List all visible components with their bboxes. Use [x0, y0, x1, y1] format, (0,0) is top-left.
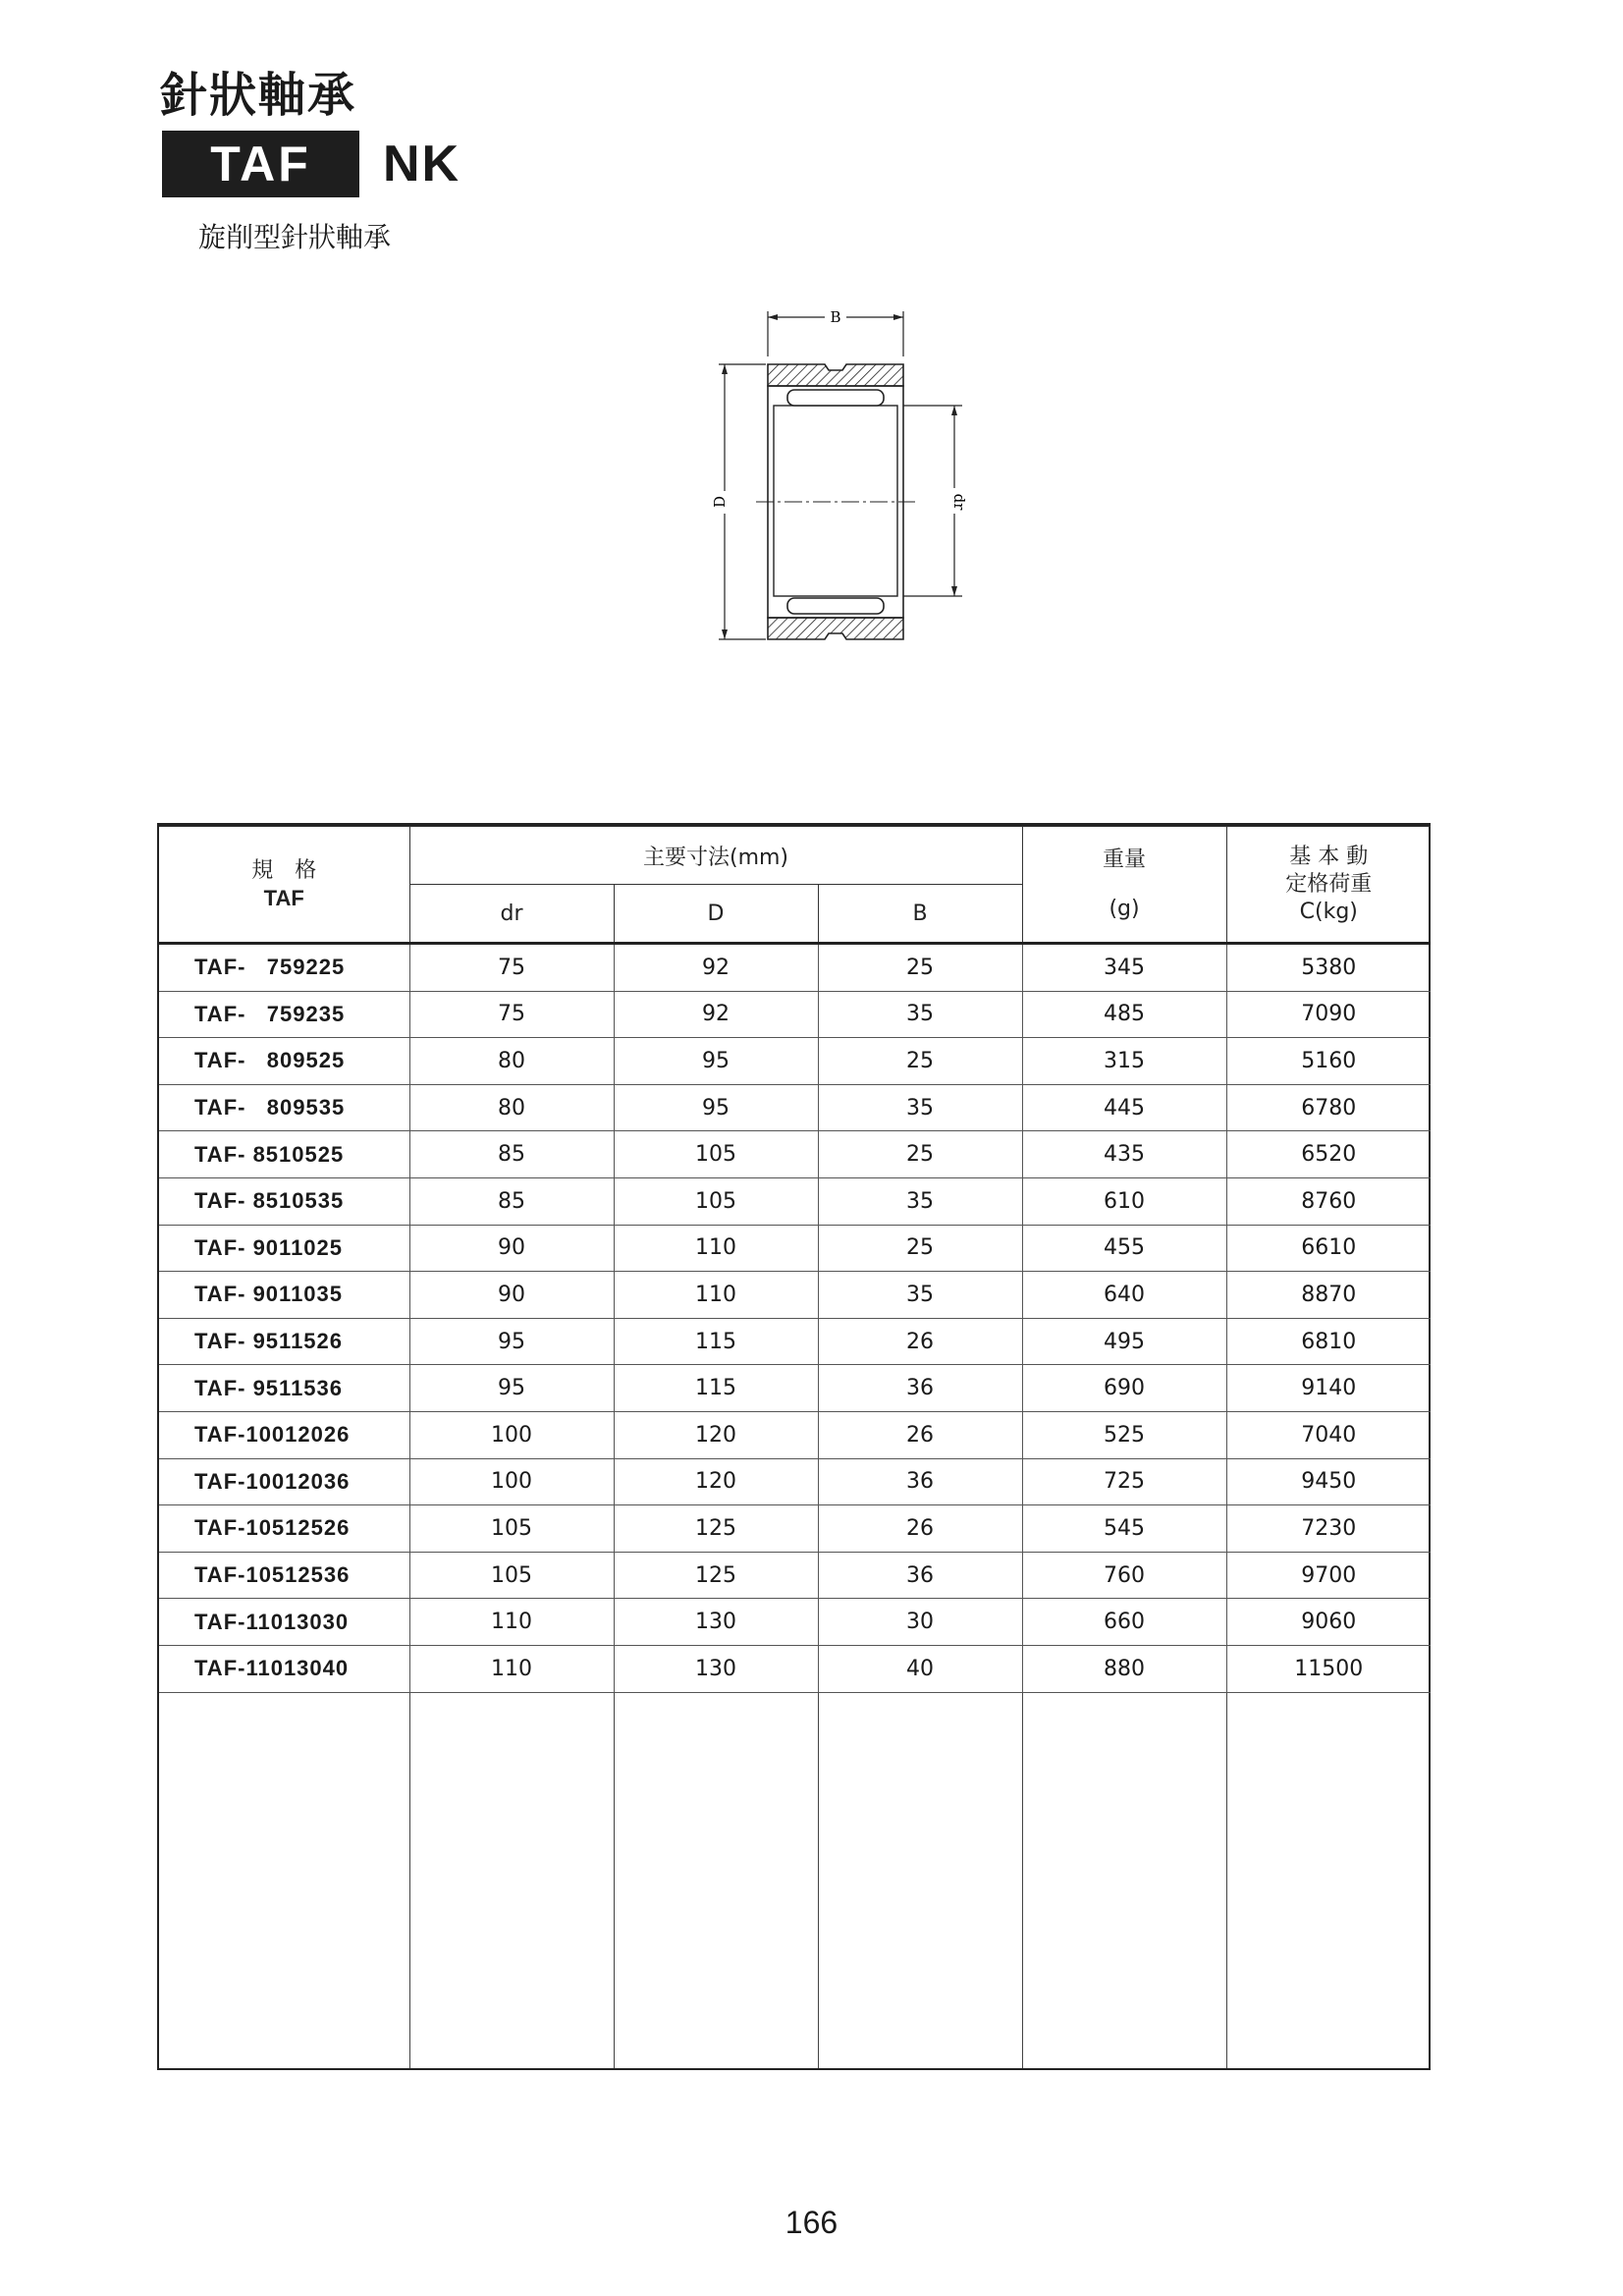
label-b: B — [830, 308, 841, 326]
table-row — [159, 1038, 1431, 1085]
cell-model: TAF-10512536 — [159, 1552, 409, 1599]
cell-weight: 725 — [1022, 1458, 1226, 1505]
bearing-cross-section-diagram — [707, 300, 982, 653]
cell-load: 7230 — [1226, 1505, 1431, 1553]
cell-d: 95 — [614, 1084, 818, 1131]
page-subtitle: 旋削型針狀軸承 — [198, 221, 392, 253]
dimension-dr — [903, 406, 968, 596]
series-badge: TAF — [162, 131, 359, 197]
cell-dr: 110 — [409, 1599, 614, 1646]
label-d: D — [711, 495, 729, 509]
series-suffix: NK — [383, 136, 461, 192]
cell-weight: 315 — [1022, 1038, 1226, 1085]
header-d: D — [614, 885, 818, 944]
cell-dr: 90 — [409, 1272, 614, 1319]
cell-load: 9060 — [1226, 1599, 1431, 1646]
cell-weight: 880 — [1022, 1645, 1226, 1692]
cell-load: 9700 — [1226, 1552, 1431, 1599]
cell-d: 115 — [614, 1318, 818, 1365]
cell-model: TAF- 809525 — [159, 1038, 409, 1085]
table-row — [159, 944, 1431, 992]
cell-weight: 545 — [1022, 1505, 1226, 1553]
table-row — [159, 1645, 1431, 1692]
cell-dr: 105 — [409, 1505, 614, 1553]
table-row — [159, 1599, 1431, 1646]
cell-load: 6810 — [1226, 1318, 1431, 1365]
label-dr: dr — [950, 493, 968, 511]
cell-b: 36 — [818, 1365, 1022, 1412]
cell-dr: 95 — [409, 1318, 614, 1365]
cell-b: 35 — [818, 991, 1022, 1038]
cell-weight: 525 — [1022, 1411, 1226, 1458]
cell-load: 6780 — [1226, 1084, 1431, 1131]
cell-d: 92 — [614, 991, 818, 1038]
cell-b: 35 — [818, 1272, 1022, 1319]
cell-model: TAF- 9011035 — [159, 1272, 409, 1319]
cell-model: TAF-11013030 — [159, 1599, 409, 1646]
cell-d: 125 — [614, 1505, 818, 1553]
cell-weight: 690 — [1022, 1365, 1226, 1412]
header-load-rating: 基 本 動 定格荷重 C(kg) — [1226, 827, 1431, 944]
cell-model: TAF-10012036 — [159, 1458, 409, 1505]
needle-roller-bottom — [787, 598, 884, 614]
cell-load: 8760 — [1226, 1177, 1431, 1225]
cell-d: 130 — [614, 1645, 818, 1692]
dimension-b — [768, 308, 903, 356]
cell-weight: 485 — [1022, 991, 1226, 1038]
cell-d: 110 — [614, 1272, 818, 1319]
cell-b: 36 — [818, 1552, 1022, 1599]
page-title: 針狀軸承 — [160, 68, 357, 123]
outer-ring-top — [768, 364, 903, 386]
cell-load: 5160 — [1226, 1038, 1431, 1085]
cell-b: 26 — [818, 1318, 1022, 1365]
cell-b: 25 — [818, 1038, 1022, 1085]
cell-load: 7040 — [1226, 1411, 1431, 1458]
cell-load: 8870 — [1226, 1272, 1431, 1319]
header-main-dimensions: 主要寸法(mm) — [409, 827, 1022, 885]
bearing-bore — [774, 406, 897, 596]
header-model: 規 格 TAF — [159, 827, 409, 944]
cell-weight: 760 — [1022, 1552, 1226, 1599]
cell-weight: 455 — [1022, 1225, 1226, 1272]
table-row — [159, 1552, 1431, 1599]
cell-dr: 80 — [409, 1084, 614, 1131]
cell-d: 120 — [614, 1411, 818, 1458]
table-row — [159, 1177, 1431, 1225]
cell-weight: 640 — [1022, 1272, 1226, 1319]
spec-table — [157, 823, 1431, 2070]
cell-model: TAF- 9511536 — [159, 1365, 409, 1412]
table-row — [159, 1084, 1431, 1131]
page-number: 166 — [784, 2205, 839, 2240]
cell-load: 6520 — [1226, 1131, 1431, 1178]
cell-dr: 105 — [409, 1552, 614, 1599]
outer-ring-bottom — [768, 618, 903, 639]
cell-dr: 75 — [409, 991, 614, 1038]
cell-b: 40 — [818, 1645, 1022, 1692]
cell-load: 5380 — [1226, 944, 1431, 992]
cell-dr: 110 — [409, 1645, 614, 1692]
cell-dr: 100 — [409, 1411, 614, 1458]
cell-weight: 435 — [1022, 1131, 1226, 1178]
header-dr: dr — [409, 885, 614, 944]
cell-weight: 660 — [1022, 1599, 1226, 1646]
cell-b: 35 — [818, 1177, 1022, 1225]
cell-dr: 85 — [409, 1177, 614, 1225]
cell-d: 105 — [614, 1177, 818, 1225]
cell-model: TAF- 9011025 — [159, 1225, 409, 1272]
cell-model: TAF-11013040 — [159, 1645, 409, 1692]
table-row — [159, 1458, 1431, 1505]
cell-b: 25 — [818, 1131, 1022, 1178]
cell-b: 26 — [818, 1505, 1022, 1553]
cell-dr: 75 — [409, 944, 614, 992]
table-row — [159, 1318, 1431, 1365]
cell-load: 7090 — [1226, 991, 1431, 1038]
cell-b: 25 — [818, 1225, 1022, 1272]
cell-weight: 345 — [1022, 944, 1226, 992]
cell-model: TAF- 759235 — [159, 991, 409, 1038]
cell-b: 30 — [818, 1599, 1022, 1646]
cell-load: 9450 — [1226, 1458, 1431, 1505]
cell-dr: 95 — [409, 1365, 614, 1412]
cell-d: 125 — [614, 1552, 818, 1599]
cell-d: 110 — [614, 1225, 818, 1272]
cell-b: 35 — [818, 1084, 1022, 1131]
cell-dr: 80 — [409, 1038, 614, 1085]
cell-load: 9140 — [1226, 1365, 1431, 1412]
cell-b: 25 — [818, 944, 1022, 992]
cell-model: TAF- 8510525 — [159, 1131, 409, 1178]
table-row — [159, 1225, 1431, 1272]
needle-roller-top — [787, 390, 884, 406]
cell-model: TAF- 8510535 — [159, 1177, 409, 1225]
table-row — [159, 1365, 1431, 1412]
cell-load: 6610 — [1226, 1225, 1431, 1272]
cell-dr: 90 — [409, 1225, 614, 1272]
cell-d: 95 — [614, 1038, 818, 1085]
cell-model: TAF- 759225 — [159, 944, 409, 992]
cell-model: TAF- 9511526 — [159, 1318, 409, 1365]
empty-table-area — [159, 1693, 1429, 2068]
cell-model: TAF-10012026 — [159, 1411, 409, 1458]
table-row — [159, 1505, 1431, 1553]
header-b: B — [818, 885, 1022, 944]
table-row — [159, 1272, 1431, 1319]
cell-model: TAF- 809535 — [159, 1084, 409, 1131]
cell-d: 120 — [614, 1458, 818, 1505]
cell-dr: 100 — [409, 1458, 614, 1505]
table-row — [159, 991, 1431, 1038]
cell-b: 26 — [818, 1411, 1022, 1458]
cell-weight: 495 — [1022, 1318, 1226, 1365]
cell-d: 130 — [614, 1599, 818, 1646]
cell-weight: 610 — [1022, 1177, 1226, 1225]
table-row — [159, 1411, 1431, 1458]
cell-dr: 85 — [409, 1131, 614, 1178]
cell-load: 11500 — [1226, 1645, 1431, 1692]
header-weight: 重量 (g) — [1022, 827, 1226, 944]
cell-d: 92 — [614, 944, 818, 992]
cell-weight: 445 — [1022, 1084, 1226, 1131]
cell-d: 115 — [614, 1365, 818, 1412]
cell-model: TAF-10512526 — [159, 1505, 409, 1553]
cell-d: 105 — [614, 1131, 818, 1178]
table-row — [159, 1131, 1431, 1178]
cell-b: 36 — [818, 1458, 1022, 1505]
